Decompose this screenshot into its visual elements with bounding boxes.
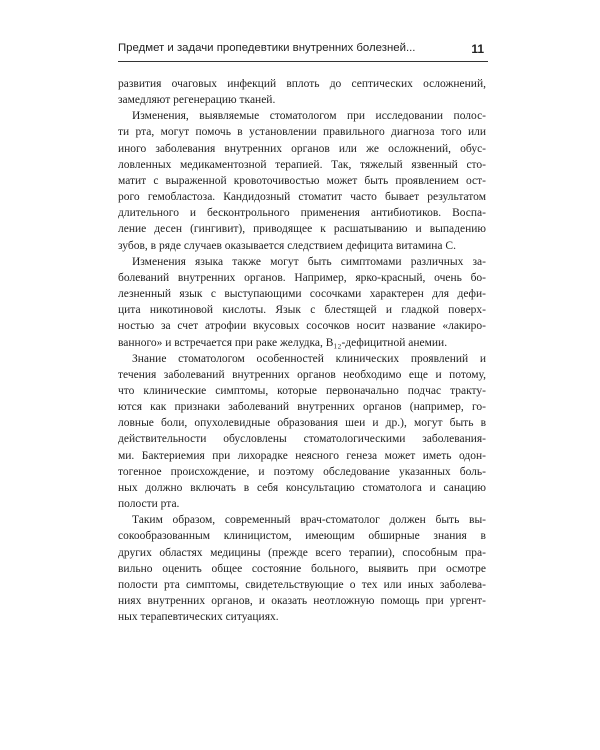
- text-line: длительного и бесконтрольного применения антибиотиков. Воспа-: [118, 207, 486, 220]
- body-text: [118, 76, 486, 625]
- text-line: вильно оценить общее состояние больного, выявить при осмотре: [118, 562, 486, 575]
- paragraph: [118, 108, 486, 253]
- text-line: Изменения языка также могут быть симптомами различных за-: [132, 255, 486, 268]
- text-line: других областях медицины (прежде всего терапии), способным пра-: [118, 546, 486, 559]
- text-line: полости рта.: [118, 498, 180, 511]
- text-line: ми. Бактериемия при лихорадке неясного генеза может иметь одон-: [118, 449, 486, 462]
- running-head-title: Предмет и задачи пропедевтики внутренних болезней...: [118, 42, 416, 54]
- text-line: ловленных медикаментозной терапией. Так, тяжелый язвенный сто-: [118, 158, 486, 171]
- text-line: ниях внутренних органов, и оказать неотложную помощь при ургент-: [118, 595, 486, 607]
- text-line: Изменения, выявляемые стоматологом при исследовании полос-: [132, 110, 486, 123]
- text-line: ванного» и встречается при раке желудка, B₁₂-дефицитной анемии.: [118, 336, 448, 349]
- header-rule: [118, 61, 488, 62]
- text-line: матит с выраженной кровоточивостью может быть проявлением ост-: [118, 174, 486, 187]
- text-line: ловные боли, опухолевидные образования шеи и др.), могут быть в: [118, 417, 486, 430]
- text-line: болеваний внутренних органов. Например, ярко-красный, очень бо-: [118, 271, 486, 284]
- paragraph: [118, 512, 486, 625]
- paragraph: [118, 254, 486, 351]
- text-line: течения заболеваний внутренних органов необходимо еще и потому,: [118, 368, 486, 381]
- text-line: ностью за счет атрофии вкусовых сосочков носит название «лакиро-: [118, 320, 486, 333]
- text-line: рого гемобластоза. Кандидозный стоматит часто бывает результатом: [118, 191, 486, 204]
- text-line: ти рта, могут помочь в установлении правильного диагноза того или: [118, 126, 486, 139]
- text-line: замедляют регенерацию тканей.: [118, 94, 276, 107]
- text-line: сокообразованным клиницистом, имеющим обширные знания в: [118, 530, 486, 543]
- running-head: [118, 42, 486, 60]
- text-line: Знание стоматологом особенностей клинических проявлений и: [132, 352, 486, 365]
- text-line: Таким образом, современный врач-стоматолог должен быть вы-: [132, 514, 486, 527]
- paragraph: [118, 76, 486, 108]
- text-line: ных должно включать в себя консультацию стоматолога и санацию: [118, 481, 486, 494]
- text-line: иного заболевания внутренних органов или же осложнений, обус-: [118, 142, 486, 155]
- text-line: действительности обусловлены стоматологическими заболевания-: [118, 433, 486, 446]
- text-line: ных терапевтических ситуациях.: [118, 611, 279, 624]
- text-line: ление десен (гингивит), приводящее к расшатыванию и выпадению: [118, 223, 486, 236]
- text-line: лезненный язык с выступающими сосочками характерен для дефи-: [118, 288, 486, 301]
- text-line: зубов, в ряде случаев оказывается следствием дефицита витамина С.: [118, 239, 456, 252]
- text-line: цита никотиновой кислоты. Язык с блестящей и гладкой поверх-: [118, 304, 486, 317]
- page-number: 11: [471, 42, 484, 56]
- text-line: ются как признаки заболеваний внутренних органов (например, го-: [118, 401, 486, 414]
- text-line: что клинические симптомы, которые первоначально подчас тракту-: [118, 384, 486, 397]
- paragraph: [118, 351, 486, 513]
- text-line: полости рта симптомы, свидетельствующие о тех или иных заболева-: [118, 578, 486, 591]
- text-line: тогенное происхождение, и поэтому обследование указанных боль-: [118, 465, 486, 478]
- text-line: развития очаговых инфекций вплоть до септических осложнений,: [118, 78, 486, 90]
